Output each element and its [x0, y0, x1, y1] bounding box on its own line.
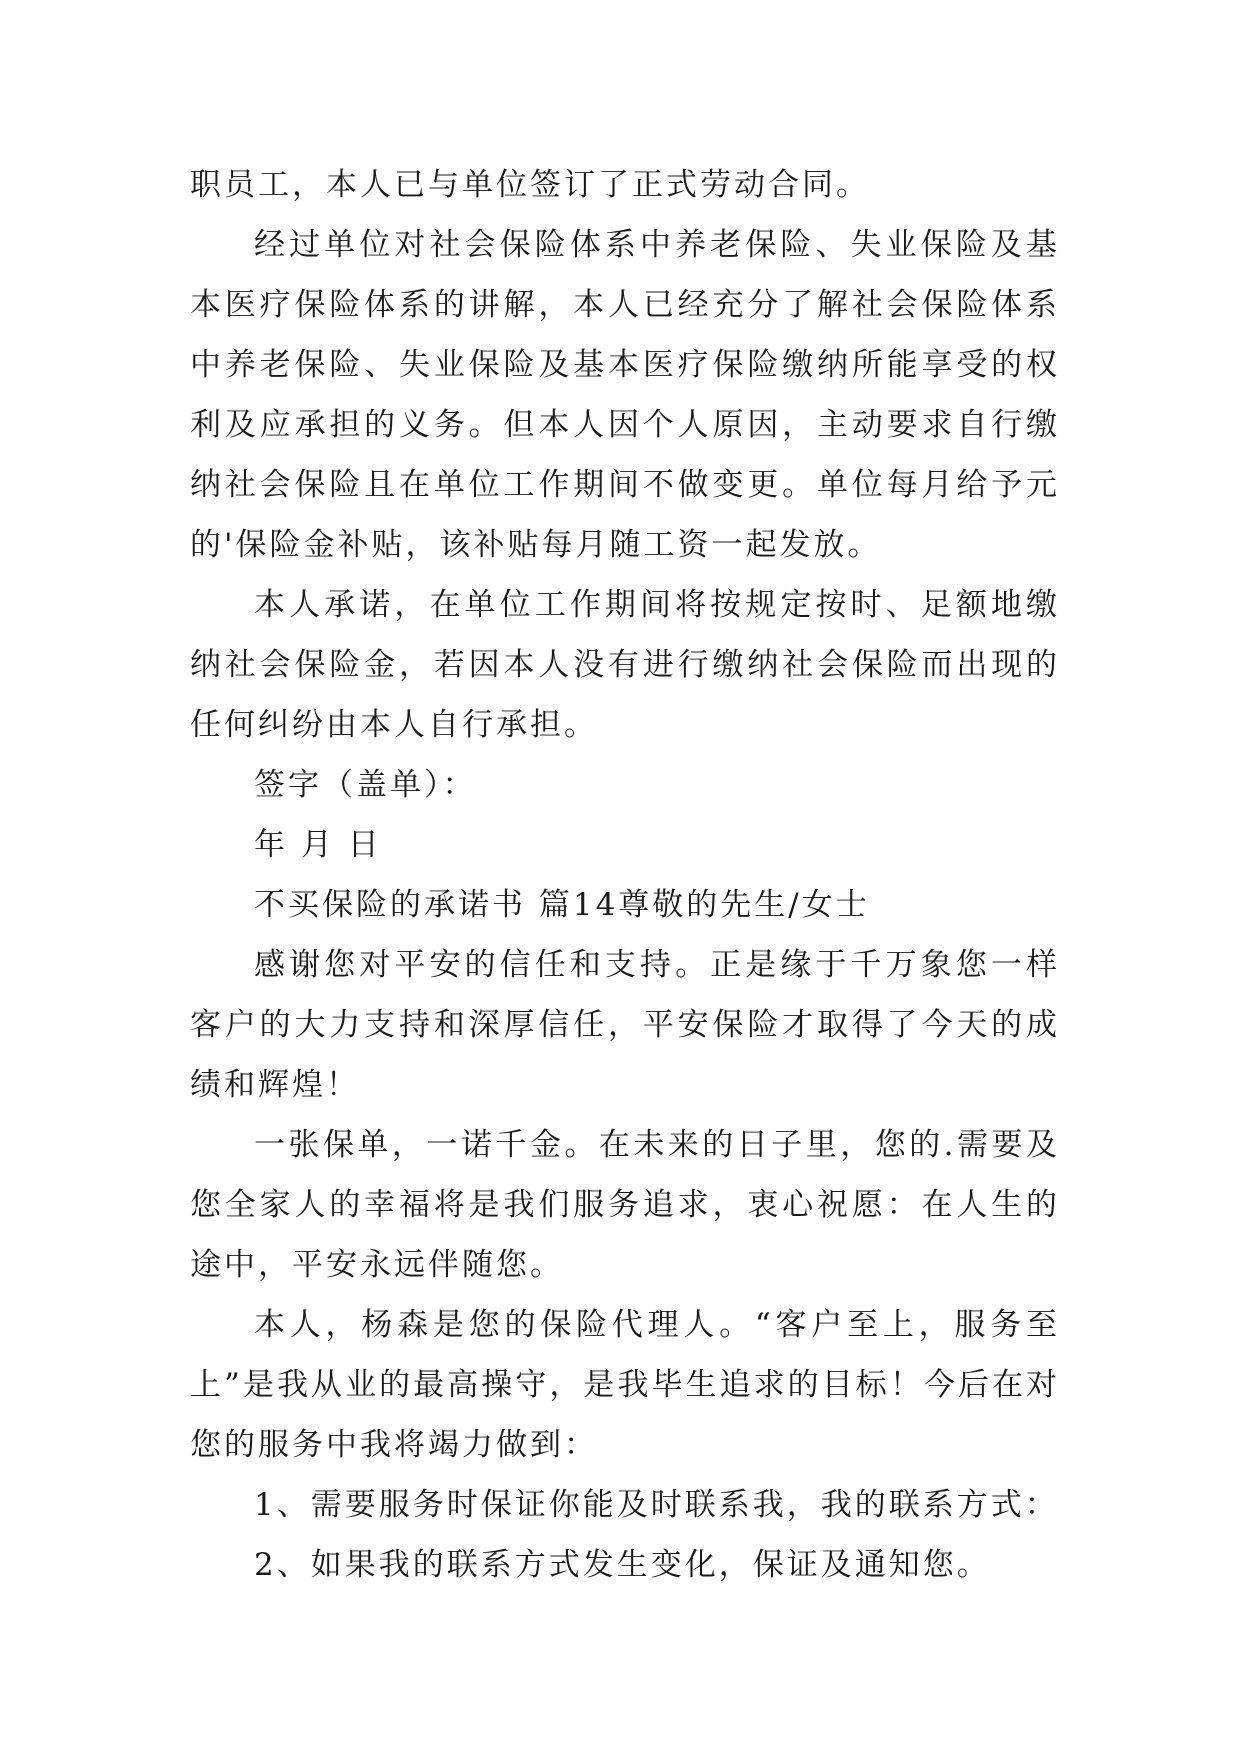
signature-line: 签字（盖单）：	[254, 767, 477, 803]
list-item-2: 2、如果我的联系方式发生变化，保证及通知您。	[254, 1547, 991, 1583]
paragraph-thanks: 感谢您对平安的信任和支持。正是缘于千万象您一样客户的大力支持和深厚信任，平安保险才取得了今天的成绩和辉煌！	[190, 947, 1060, 1103]
paragraph-explanation: 经过单位对社会保险体系中养老保险、失业保险及基本医疗保险体系的讲解，本人已经充分了解社会保险体系中养老保险、失业保险及基本医疗保险缴纳所能享受的权利及应承担的义务。但本人因个人原因，主动要求自行缴纳社会保险且在单位工作期间不做变更。单位每月给予元的'保险金补贴，该补贴每月随工资一起发放。	[190, 227, 1060, 563]
section-heading: 不买保险的承诺书 篇14尊敬的先生/女士	[254, 887, 870, 923]
paragraph-agent-intro: 本人，杨森是您的保险代理人。“客户至上，服务至上”是我从业的最高操守，是我毕生追求的目标！今后在对您的服务中我将竭力做到：	[190, 1307, 1060, 1463]
paragraph-continuation: 职员工，本人已与单位签订了正式劳动合同。	[190, 167, 870, 203]
paragraph-commitment: 本人承诺，在单位工作期间将按规定按时、足额地缴纳社会保险金，若因本人没有进行缴纳社会保险而出现的任何纠纷由本人自行承担。	[190, 587, 1060, 743]
paragraph-promise: 一张保单，一诺千金。在未来的日子里，您的.需要及您全家人的幸福将是我们服务追求，衷心祝愿：在人生的途中，平安永远伴随您。	[190, 1127, 1060, 1283]
list-item-1: 1、需要服务时保证你能及时联系我，我的联系方式：	[254, 1487, 1059, 1523]
document-body	[190, 155, 1060, 1595]
date-line: 年 月 日	[254, 827, 382, 863]
